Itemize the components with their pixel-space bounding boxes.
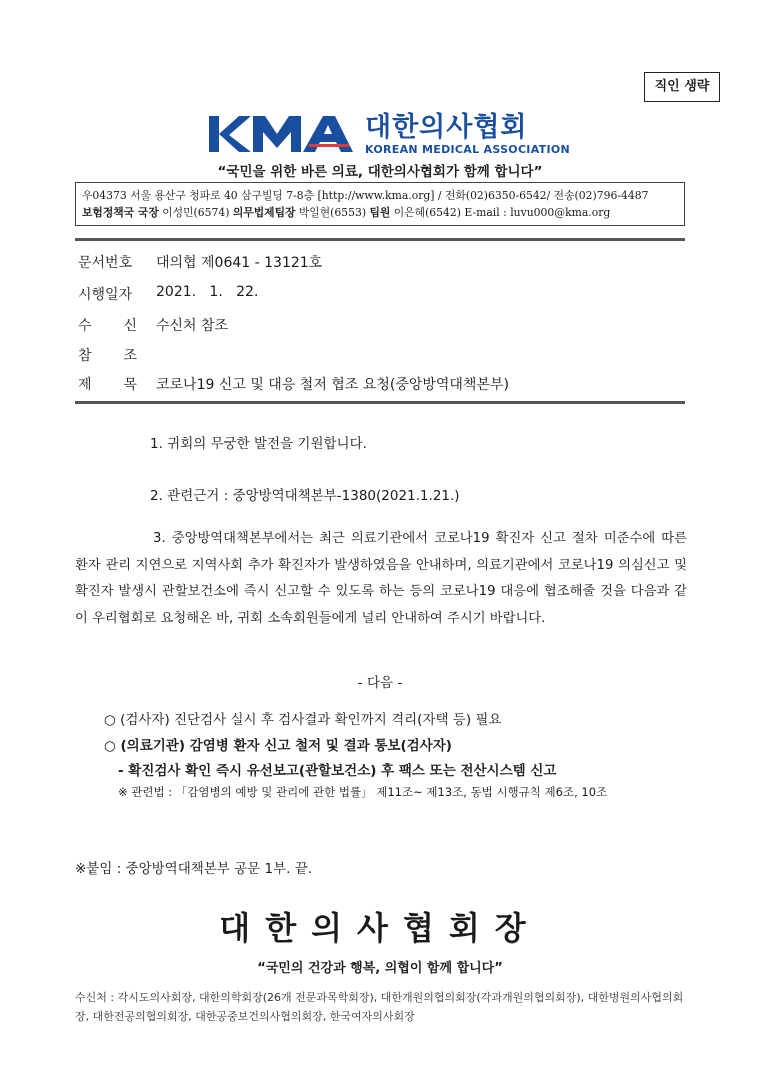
contact-address-line: 우04373 서울 용산구 청파로 40 삼구빌딩 7-8층 [http://www.kma.org] / 전화(02)6350-6542/ 전송(02)796-4487 <box>82 189 649 202</box>
reference-label-b: 조 <box>123 348 138 364</box>
meta-divider <box>75 401 685 404</box>
doc-number-row <box>78 252 322 272</box>
date-value: 2021. 1. 22. <box>156 284 259 300</box>
footer-slogan: “국민의 건강과 행복, 의협이 함께 합니다” <box>257 961 503 976</box>
staff-name-2: 박일현(6553) <box>295 206 370 219</box>
paragraph-2: 2. 관련근거 : 중앙방역대책본부-1380(2021.1.21.) <box>150 488 460 504</box>
header-slogan: “국민을 위한 바른 의료, 대한의사협회가 함께 합니다” <box>217 164 543 180</box>
subject-label <box>78 374 156 394</box>
following-heading: - 다음 - <box>357 675 403 691</box>
staff-role-2: 의무법제팀장 <box>232 206 296 219</box>
paragraph-3-text: 3. 중앙방역대책본부에서는 최근 의료기관에서 코로나19 확진자 신고 절차 미준수에 따른 환자 관리 지연으로 지역사회 추가 확진자가 발생하였음을 안내하며, 의료기관에서 코로나19 의심신고 및 확진자 발생시 관할보건소에 즉시 신고할 수 있도록 하는 등의 코로나19 대응에 협조해줄 것을 다음과 같이 우리협회로 요청해온 바, 귀회 소속회원들에게 널리 안내하여 주시기 바랍니다. <box>75 531 687 626</box>
paragraph-3 <box>75 526 687 632</box>
paragraph-1: 1. 귀회의 무궁한 발전을 기원합니다. <box>150 436 367 452</box>
attachment-note: ※붙임 : 중앙방역대책본부 공문 1부. 끝. <box>75 861 313 877</box>
logo-english-name: KOREAN MEDICAL ASSOCIATION <box>365 142 571 156</box>
recipients-list: 수신처 : 각시도의사회장, 대한의학회장(26개 전문과목학회장), 대한개원의협의회장(각과개원의협의회장), 대한병원의사협의회장, 대한전공의협의회장, 대한공중보건의사협의회장, 한국여자의사회장 <box>75 991 684 1023</box>
date-row <box>78 284 258 304</box>
subject-label-b: 목 <box>123 377 138 393</box>
signature-title: 대한의사협회장 <box>219 909 541 947</box>
reference-row <box>78 345 156 365</box>
staff-role-1: 보험정책국 국장 <box>82 206 159 219</box>
kma-logo <box>207 111 570 157</box>
staff-role-3: 팀원 <box>369 206 391 219</box>
recipient-label-b: 신 <box>123 318 138 334</box>
contact-staff-line <box>82 204 678 221</box>
recipient-row <box>78 315 228 335</box>
item-institution-sub: - 확진검사 확인 즉시 유선보고(관할보건소) 후 팩스 또는 전산시스템 신고 <box>118 763 557 779</box>
seal-omitted-stamp: 직인 생략 <box>644 72 720 102</box>
item-institution: ○ (의료기관) 감염병 환자 신고 철저 및 결과 통보(검사자) <box>104 738 452 754</box>
logo-korean-name: 대한의사협회 <box>365 111 528 143</box>
date-label: 시행일자 <box>78 287 133 303</box>
contact-info-box <box>75 182 685 226</box>
reference-label <box>78 345 156 365</box>
recipient-value: 수신처 참조 <box>156 318 229 334</box>
item-tester: ○ (검사자) 진단검사 실시 후 검사결과 확인까지 격리(자택 등) 필요 <box>104 712 502 728</box>
doc-number-label: 문서번호 <box>78 255 133 271</box>
doc-number-value: 대의협 제0641 - 13121호 <box>156 255 323 271</box>
subject-row <box>78 374 509 394</box>
related-law-note: ※ 관련법 : 「감염병의 예방 및 관리에 관한 법률」 제11조~ 제13조, 동법 시행규칙 제6조, 10조 <box>118 785 608 799</box>
staff-name-1: 이성민(6574) <box>158 206 233 219</box>
staff-name-3: 이은혜(6542) E-mail : luvu000@kma.org <box>390 206 611 219</box>
subject-label-a: 제 <box>78 377 92 393</box>
reference-label-a: 참 <box>78 348 92 364</box>
kma-logo-mark <box>207 114 355 154</box>
subject-value: 코로나19 신고 및 대응 철저 협조 요청(중앙방역대책본부) <box>156 377 509 393</box>
recipient-label <box>78 315 156 335</box>
recipient-label-a: 수 <box>78 318 92 334</box>
header-divider <box>75 238 685 241</box>
